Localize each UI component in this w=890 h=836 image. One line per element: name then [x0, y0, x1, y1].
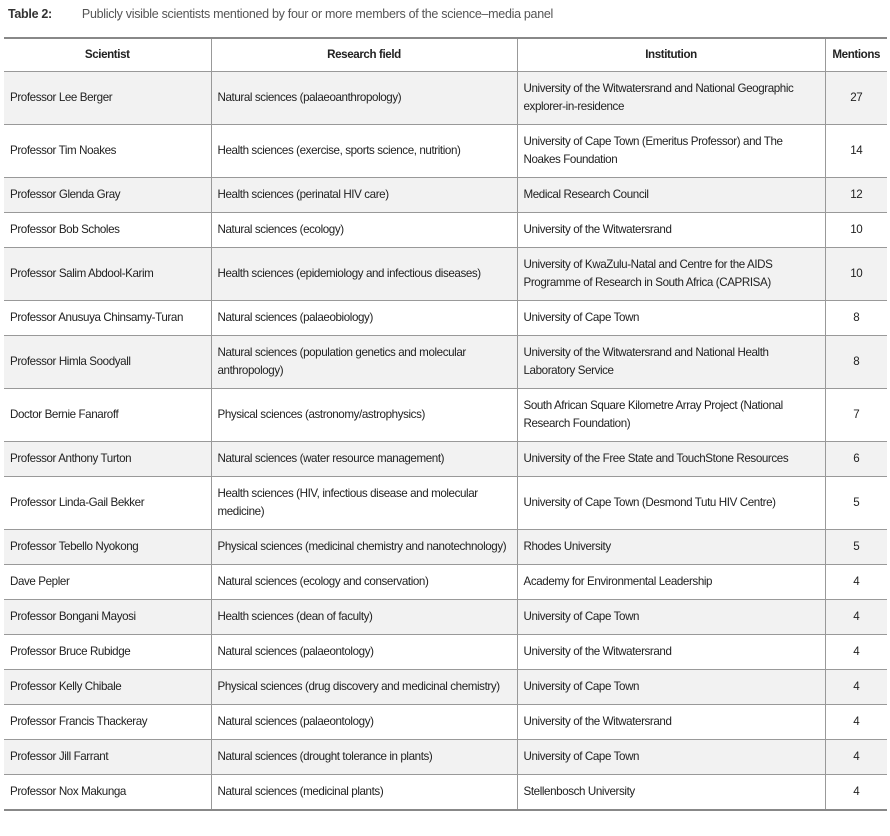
scientist-cell: Dave Pepler: [4, 565, 211, 600]
table-row: [4, 530, 887, 565]
table-row: [4, 705, 887, 740]
mentions-cell: 4: [825, 670, 887, 705]
table-row: [4, 740, 887, 775]
institution-cell: University of Cape Town (Desmond Tutu HIV Centre): [517, 477, 825, 530]
mentions-cell: 27: [825, 72, 887, 125]
scientist-cell: Professor Nox Makunga: [4, 775, 211, 811]
scientist-cell: Professor Kelly Chibale: [4, 670, 211, 705]
mentions-cell: 4: [825, 775, 887, 811]
research-field-cell: Health sciences (epidemiology and infectious diseases): [211, 248, 517, 301]
institution-cell: University of the Witwatersrand and National Health Laboratory Service: [517, 336, 825, 389]
header-research-field: Research field: [211, 38, 517, 72]
scientist-cell: Professor Linda-Gail Bekker: [4, 477, 211, 530]
mentions-cell: 4: [825, 565, 887, 600]
research-field-cell: Health sciences (dean of faculty): [211, 600, 517, 635]
table-caption: [8, 7, 553, 21]
table-row: [4, 442, 887, 477]
table-row: [4, 775, 887, 811]
mentions-cell: 5: [825, 477, 887, 530]
scientist-cell: Professor Francis Thackeray: [4, 705, 211, 740]
mentions-cell: 4: [825, 705, 887, 740]
research-field-cell: Natural sciences (palaeontology): [211, 705, 517, 740]
header-mentions: Mentions: [825, 38, 887, 72]
mentions-cell: 4: [825, 635, 887, 670]
institution-cell: University of the Free State and TouchStone Resources: [517, 442, 825, 477]
header-institution: Institution: [517, 38, 825, 72]
research-field-cell: Physical sciences (medicinal chemistry and nanotechnology): [211, 530, 517, 565]
institution-cell: University of the Witwatersrand and National Geographic explorer-in-residence: [517, 72, 825, 125]
mentions-cell: 4: [825, 740, 887, 775]
institution-cell: Medical Research Council: [517, 178, 825, 213]
institution-cell: University of Cape Town: [517, 740, 825, 775]
institution-cell: University of the Witwatersrand: [517, 705, 825, 740]
scientist-cell: Professor Jill Farrant: [4, 740, 211, 775]
scientist-cell: Professor Bob Scholes: [4, 213, 211, 248]
scientist-cell: Professor Anthony Turton: [4, 442, 211, 477]
research-field-cell: Natural sciences (medicinal plants): [211, 775, 517, 811]
mentions-cell: 12: [825, 178, 887, 213]
table-row: [4, 477, 887, 530]
institution-cell: University of Cape Town: [517, 301, 825, 336]
scientist-cell: Professor Bongani Mayosi: [4, 600, 211, 635]
institution-cell: University of the Witwatersrand: [517, 213, 825, 248]
table-row: [4, 600, 887, 635]
institution-cell: University of the Witwatersrand: [517, 635, 825, 670]
table-row: [4, 178, 887, 213]
scientist-cell: Professor Salim Abdool-Karim: [4, 248, 211, 301]
scientist-cell: Professor Anusuya Chinsamy-Turan: [4, 301, 211, 336]
table-row: [4, 389, 887, 442]
mentions-cell: 6: [825, 442, 887, 477]
institution-cell: Rhodes University: [517, 530, 825, 565]
institution-cell: South African Square Kilometre Array Project (National Research Foundation): [517, 389, 825, 442]
research-field-cell: Natural sciences (palaeontology): [211, 635, 517, 670]
mentions-cell: 10: [825, 248, 887, 301]
research-field-cell: Physical sciences (drug discovery and medicinal chemistry): [211, 670, 517, 705]
research-field-cell: Natural sciences (ecology): [211, 213, 517, 248]
institution-cell: Stellenbosch University: [517, 775, 825, 811]
mentions-cell: 4: [825, 600, 887, 635]
table-row: [4, 248, 887, 301]
institution-cell: University of Cape Town: [517, 670, 825, 705]
scientist-cell: Professor Himla Soodyall: [4, 336, 211, 389]
scientist-cell: Professor Lee Berger: [4, 72, 211, 125]
table-row: [4, 125, 887, 178]
table-row: [4, 301, 887, 336]
mentions-cell: 8: [825, 336, 887, 389]
scientist-cell: Professor Tim Noakes: [4, 125, 211, 178]
research-field-cell: Physical sciences (astronomy/astrophysics): [211, 389, 517, 442]
institution-cell: Academy for Environmental Leadership: [517, 565, 825, 600]
table-row: [4, 565, 887, 600]
research-field-cell: Natural sciences (palaeobiology): [211, 301, 517, 336]
institution-cell: University of Cape Town: [517, 600, 825, 635]
table-row: [4, 635, 887, 670]
table-row: [4, 213, 887, 248]
research-field-cell: Health sciences (HIV, infectious disease and molecular medicine): [211, 477, 517, 530]
mentions-cell: 8: [825, 301, 887, 336]
institution-cell: University of Cape Town (Emeritus Professor) and The Noakes Foundation: [517, 125, 825, 178]
scientist-cell: Professor Glenda Gray: [4, 178, 211, 213]
mentions-cell: 14: [825, 125, 887, 178]
research-field-cell: Natural sciences (drought tolerance in plants): [211, 740, 517, 775]
research-field-cell: Natural sciences (population genetics and molecular anthropology): [211, 336, 517, 389]
scientist-cell: Doctor Bernie Fanaroff: [4, 389, 211, 442]
research-field-cell: Natural sciences (water resource management): [211, 442, 517, 477]
table-row: [4, 72, 887, 125]
scientist-cell: Professor Tebello Nyokong: [4, 530, 211, 565]
mentions-cell: 5: [825, 530, 887, 565]
table-title: Publicly visible scientists mentioned by four or more members of the science–media panel: [81, 7, 553, 21]
table-row: [4, 670, 887, 705]
scientists-table: [4, 37, 887, 811]
mentions-cell: 7: [825, 389, 887, 442]
research-field-cell: Health sciences (exercise, sports science, nutrition): [211, 125, 517, 178]
research-field-cell: Natural sciences (palaeoanthropology): [211, 72, 517, 125]
research-field-cell: Health sciences (perinatal HIV care): [211, 178, 517, 213]
table-header-row: [4, 38, 887, 72]
institution-cell: University of KwaZulu-Natal and Centre for the AIDS Programme of Research in South Africa (CAPRISA): [517, 248, 825, 301]
scientist-cell: Professor Bruce Rubidge: [4, 635, 211, 670]
header-scientist: Scientist: [4, 38, 211, 72]
table-row: [4, 336, 887, 389]
research-field-cell: Natural sciences (ecology and conservation): [211, 565, 517, 600]
mentions-cell: 10: [825, 213, 887, 248]
table-label: Table 2:: [8, 7, 52, 21]
